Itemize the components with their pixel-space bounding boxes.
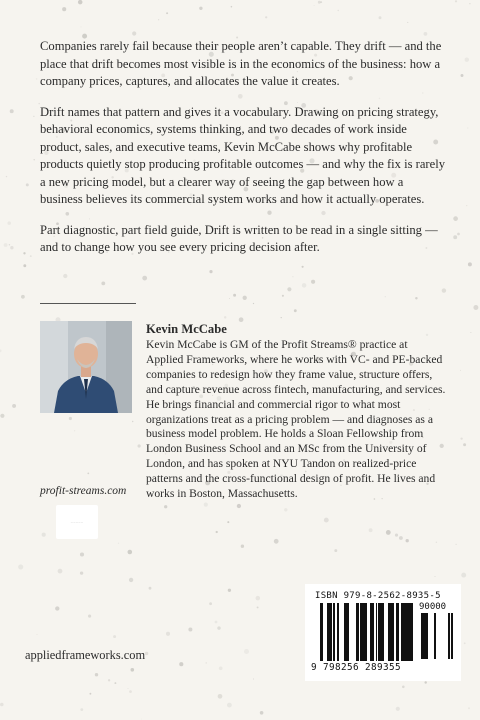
barcode-bar [360, 603, 362, 661]
barcode-bar [380, 603, 382, 661]
speckle-dot [396, 707, 400, 711]
speckle-dot [10, 246, 13, 249]
speckle-dot [158, 19, 159, 20]
speckle-dot [30, 255, 32, 257]
blurb-paragraph-2: Drift names that pattern and gives it a vocabulary. Drawing on pricing strategy, behavioral economics, systems thinking, and two decades of work inside product, sales, and executive teams, Kevin McCabe shows why profitable products quietly stop producing profitable outcomes — and why the fix is rarely a new pricing model, but a clearer way of seeing the gap between how a business believes its commercial system works and how it actually operates. [40, 104, 446, 206]
speckle-dot [12, 404, 16, 408]
speckle-dot [460, 437, 462, 439]
barcode-bar [434, 613, 436, 659]
speckle-dot [424, 681, 426, 683]
speckle-dot [466, 205, 467, 206]
speckle-dot [128, 550, 133, 555]
speckle-dot [63, 274, 67, 278]
speckle-dot [6, 176, 7, 177]
speckle-dot [80, 26, 81, 27]
speckle-dot [442, 288, 446, 292]
speckle-dot [0, 349, 2, 352]
barcode-bar [392, 603, 394, 661]
barcode-bar [401, 603, 404, 661]
speckle-dot [215, 621, 218, 624]
speckle-dot [455, 544, 456, 545]
barcode-bar [331, 603, 332, 661]
speckle-dot [455, 0, 457, 2]
speckle-dot [470, 332, 471, 333]
speckle-dot [311, 280, 315, 284]
speckle-dot [129, 578, 133, 582]
speckle-dot [473, 305, 478, 310]
speckle-dot [95, 673, 98, 676]
speckle-dot [101, 281, 105, 285]
barcode-bar [347, 603, 348, 661]
speckle-dot [78, 0, 83, 4]
speckle-dot [324, 518, 329, 523]
speckle-dot [386, 530, 391, 535]
barcode-bar [348, 603, 349, 661]
speckle-dot [292, 276, 293, 277]
speckle-dot [260, 711, 264, 715]
speckle-dot [464, 642, 466, 644]
speckle-dot [318, 1, 321, 4]
speckle-dot [188, 628, 192, 632]
speckle-dot [402, 686, 405, 689]
speckle-dot [284, 508, 287, 511]
speckle-dot [436, 542, 437, 543]
speckle-dot [465, 57, 469, 61]
speckle-dot [179, 662, 183, 666]
barcode-bar [427, 613, 428, 659]
barcode-bar [379, 603, 380, 661]
speckle-dot [141, 719, 142, 720]
speckle-dot [138, 444, 141, 447]
speckle-dot [461, 74, 464, 77]
speckle-dot [453, 235, 457, 239]
logo-mark: ~~~~~ [70, 519, 84, 525]
website-link[interactable]: profit-streams.com [40, 485, 127, 497]
speckle-dot [4, 243, 8, 247]
speckle-dot [407, 22, 408, 23]
speckle-dot [385, 296, 386, 297]
speckle-dot [227, 703, 232, 708]
ean-digits: 9 798256 289355 [311, 662, 401, 673]
blurb-paragraph-1: Companies rarely fail because their people aren’t capable. They drift — and the place that drift becomes most visible is in the economics of the business: how a company prices, captures, and allocates the value it creates. [40, 39, 442, 88]
speckle-dot [80, 552, 84, 556]
speckle-dot [379, 16, 382, 19]
speckle-dot [205, 662, 207, 664]
barcode-bar [356, 603, 359, 661]
barcode-bar [410, 603, 413, 661]
speckle-dot [461, 573, 466, 578]
speckle-dot [80, 571, 83, 574]
speckle-dot [302, 283, 307, 288]
speckle-dot [204, 503, 208, 507]
speckle-dot [89, 693, 91, 695]
speckle-dot [227, 521, 229, 523]
speckle-dot [131, 668, 135, 672]
speckle-dot [218, 694, 223, 699]
speckle-dot [253, 303, 254, 304]
speckle-dot [114, 682, 116, 684]
price-code: 90000 [419, 602, 447, 612]
speckle-dot [87, 472, 89, 474]
barcode-bar [382, 603, 384, 661]
barcode-bar [370, 603, 371, 661]
speckle-dot [244, 649, 249, 654]
speckle-dot [467, 127, 468, 128]
speckle-dot [217, 626, 220, 629]
barcode-bar [362, 603, 364, 661]
price-addon-bars [419, 613, 453, 659]
speckle-dot [42, 533, 46, 537]
speckle-dot [209, 270, 212, 273]
speckle-dot [142, 276, 147, 281]
barcode-bar [372, 603, 374, 661]
section-divider [40, 303, 136, 304]
barcode-bar [320, 603, 323, 661]
speckle-dot [80, 708, 83, 711]
speckle-dot [113, 635, 116, 638]
speckle-dot [453, 216, 458, 221]
speckle-dot [62, 7, 66, 11]
speckle-dot [128, 688, 129, 689]
speckle-dot [209, 602, 212, 605]
speckle-dot [281, 317, 282, 318]
publisher-url[interactable]: appliedframeworks.com [25, 648, 146, 662]
speckle-dot [256, 596, 261, 601]
speckle-dot [88, 615, 91, 618]
barcode-bar [389, 603, 392, 661]
speckle-dot [33, 116, 34, 117]
barcode-bar [388, 603, 389, 661]
barcode-bar [408, 603, 410, 661]
speckle-dot [36, 634, 37, 635]
speckle-dot [0, 414, 4, 418]
barcode-bar [426, 613, 427, 659]
speckle-dot [463, 443, 466, 446]
speckle-dot [338, 10, 339, 11]
author-photo [40, 321, 132, 413]
speckle-dot [237, 504, 241, 508]
speckle-dot [219, 666, 223, 670]
speckle-dot [434, 576, 435, 577]
speckle-dot [129, 690, 132, 693]
barcode-bar [371, 603, 372, 661]
speckle-dot [108, 679, 110, 681]
isbn-label: ISBN 979-8-2562-8935-5 [315, 591, 441, 601]
speckle-dot [10, 109, 14, 113]
speckle-dot [406, 539, 409, 542]
speckle-dot [166, 12, 168, 14]
barcode-bar [451, 613, 453, 659]
speckle-dot [9, 244, 10, 245]
speckle-dot [23, 252, 25, 254]
barcode-bar [330, 603, 331, 661]
speckle-dot [164, 505, 167, 508]
speckle-dot [132, 31, 136, 35]
speckle-dot [257, 606, 259, 608]
speckle-dot [287, 287, 291, 291]
barcode-bar [376, 603, 377, 661]
speckle-dot [149, 587, 152, 590]
speckle-dot [166, 632, 170, 636]
barcode-bar [407, 603, 408, 661]
author-name: Kevin McCabe [146, 322, 227, 336]
speckle-dot [0, 703, 4, 707]
speckle-dot [282, 295, 284, 297]
barcode-bar [344, 603, 346, 661]
speckle-dot [241, 545, 244, 548]
speckle-dot [415, 297, 417, 299]
speckle-dot [399, 536, 403, 540]
barcode-bar [333, 603, 335, 661]
speckle-dot [460, 370, 461, 371]
speckle-dot [69, 417, 72, 420]
speckle-dot [294, 309, 297, 312]
barcode-bar [396, 603, 399, 661]
back-cover-blurb [40, 38, 445, 270]
speckle-dot [145, 652, 148, 655]
speckle-dot [132, 421, 133, 422]
speckle-dot [243, 296, 247, 300]
speckle-dot [469, 3, 470, 4]
speckle-dot [74, 430, 75, 431]
speckle-dot [23, 264, 26, 267]
speckle-dot [468, 707, 470, 709]
barcode-bar [337, 603, 339, 661]
barcode-bar [421, 613, 424, 659]
speckle-dot [224, 316, 226, 318]
speckle-dot [216, 531, 218, 533]
speckle-dot [36, 78, 38, 80]
barcode-bar [448, 613, 450, 659]
speckle-dot [274, 539, 279, 544]
speckle-dot [265, 16, 267, 18]
barcode-bar [346, 603, 347, 661]
speckle-dot [7, 221, 11, 225]
speckle-dot [457, 233, 460, 236]
speckle-dot [33, 159, 34, 160]
barcode-bar [378, 603, 379, 661]
barcode-bar [404, 603, 407, 661]
speckle-dot [26, 183, 29, 186]
speckle-dot [468, 262, 472, 266]
blurb-paragraph-3: Part diagnostic, part field guide, Drift is written to be read in a single sitting — and to change how you see every pricing decision after. [40, 222, 438, 254]
author-bio-block [146, 321, 446, 502]
speckle-dot [231, 6, 233, 8]
speckle-dot [199, 7, 202, 10]
speckle-dot [55, 606, 59, 610]
speckle-dot [21, 295, 25, 299]
profit-streams-logo-icon [56, 505, 98, 539]
speckle-dot [58, 569, 63, 574]
speckle-dot [395, 534, 398, 537]
barcode-bar [327, 603, 330, 661]
barcode-bar [424, 613, 426, 659]
isbn-barcode [305, 584, 461, 681]
speckle-dot [314, 5, 315, 6]
speckle-dot [118, 543, 119, 544]
speckle-dot [424, 32, 428, 36]
speckle-dot [233, 294, 236, 297]
speckle-dot [369, 528, 373, 532]
speckle-dot [229, 298, 230, 299]
ean-barcode-bars [315, 603, 415, 661]
barcode-bar [364, 603, 367, 661]
speckle-dot [253, 678, 254, 679]
speckle-dot [228, 589, 231, 592]
speckle-dot [18, 564, 23, 569]
author-bio: Kevin McCabe is GM of the Profit Streams® practice at Applied Frameworks, where he works with VC- and PE-backed companies to redesign how they frame value, structure offers, and capture revenue across fintech, manufacturing, and services. He brings financial and commercial rigor to what most organizations treat as a pricing problem — and diagnoses as a business model problem. He holds a Sloan Fellowship from London Business School and an MSc from the University of London, and has spoken at NYU Tandon on realized-price patterns and the cross-functional design of profit. He lives and works in Boston, Massachusetts. [146, 338, 446, 501]
speckle-dot [334, 549, 337, 552]
